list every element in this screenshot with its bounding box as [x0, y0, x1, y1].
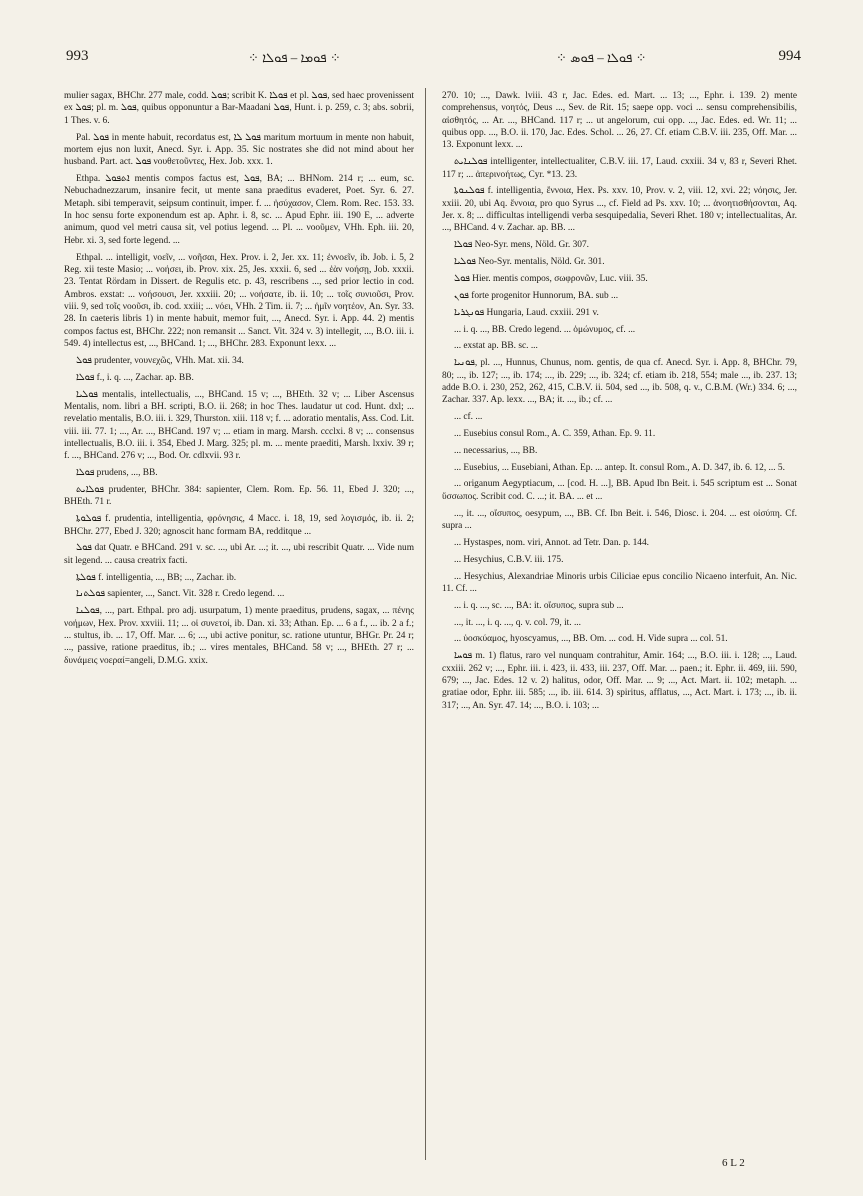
dictionary-entry: ܦܘܠܐ Neo-Syr. mens, Nöld. Gr. 307. — [454, 240, 589, 251]
dictionary-entry: ܦܘܠܘܬܐ f. prudentia, intelligentia, φρόνησις, 4 Macc. i. 18, 19, sed λογισμός, ib. ii. 2; BHChr. 277, Ebed J. 320; agnoscit hanc formam BA, redditque ... — [64, 514, 414, 537]
dictionary-entry: ... ὑοσκύαμος, hyoscyamus, ..., BB. Om. ... cod. H. Vide supra ... col. 51. — [454, 634, 728, 645]
dictionary-entry: ܦܘܠܬܢܐ sapienter, ..., Sanct. Vit. 328 r. Credo legend. ... — [76, 589, 285, 600]
dictionary-entry: ... i. q. ..., BB. Credo legend. ... ὁμώνυμος, cf. ... — [454, 324, 636, 335]
dictionary-entry: ܦܘܠ Hier. mentis compos, σωφρονῶν, Luc. viii. 35. — [454, 273, 648, 284]
dictionary-entry: ܦܘܚܐ m. 1) flatus, raro vel nunquam contrahitur, Amir. 164; ..., B.O. iii. i. 128; ..., Laud. cxxiii. 262 v; ..., Ephr. iii. i. 423, ii. 433, iii. 237, Off. Mar. ... paen.; it. Ephr. ii. 469, iii. 590, 679; ..., Jac. Edes. 12 v. 2) halitus, odor, Off. Mar. ... 9; ..., Act. Mart. ii. 102; metaph. ... gratiae odor, Ephr. iii. 585; ..., ib. iii. 614. 3) spiritus, afflatus, ..., Act. Mart. i. 173; ..., ib. ii. 317; ..., An. Syr. 47. 14; ..., B.O. i. 103; ... — [442, 651, 797, 711]
right-page-number: 994 — [778, 48, 801, 64]
dictionary-entry: Pal. ܦܘܠ in mente habuit, recordatus est, ܦܘܠ ܠܐ maritum mortuum in mente non habuit, mortem ejus non luxit, Anecd. Syr. i. App. 35. Sic nostrates she did not mind about her husband. Part. act. ܦܘܠ νουθετοῦντες, Hex. Job. xxx. 1. — [64, 132, 414, 168]
column-divider — [425, 88, 426, 1160]
right-column — [442, 90, 797, 1150]
dictionary-entry: ܦܘܠܝܐ Neo-Syr. mentalis, Nöld. Gr. 301. — [454, 257, 605, 268]
dictionary-entry: ܦܘܠܐ prudens, ..., BB. — [76, 468, 158, 479]
dictionary-entry: ... origanum Aegyptiacum, ... [cod. H. ...], BB. Apud Ibn Beit. i. 545 scriptum est ... Sonat ὕσσωπος. Scribit cod. C. ...; it. BA. ... et ... — [442, 479, 797, 502]
dictionary-entry: Ethpal. ... intelligit, νοεῖν, ... νοῆσαι, Hex. Prov. i. 2, Jer. xx. 11; ἐννοεῖν, ib. Job. i. 5, 2 Reg. xii teste Masio; ... νοήσει, ib. Prov. xix. 25, Jes. xxxii. 6, sed ... ἐὰν νοήσῃ, Job. xxxii. 23. Tentat Rördam in Dissert. de Regulis etc. p. 43, rescribens ..., sed prior lectio in cod. Ambros. exstat: ... νοήσουσι, Jer. xxxiii. 20; ... νοήσατε, ib. ii. 10; ... τοῖς συνιοῦσι, Prov. viii. 9, sed τοῖς νοοῦσι, ib. cod. xxiii; ... νόει, VHh. 2 Tim. ii. 7; ... ἡμῖν νοητέον, An. Syr. 33. 28. In caeteris libris 1) in mente habuit, memor fuit, ..., Anecd. Syr. i. App. 44. 2) mentis compos factus est, BHChr. 222; non remansit ... Sanct. Vit. 324 v. 3) intellegit, ..., B.O. iii. i. 549. 4) intellectus est, ..., BHCand. 1; ..., BHChr. 283. Exponunt lexx. ... — [64, 252, 414, 350]
page-header — [0, 0, 863, 70]
dictionary-entry: ... Hystaspes, nom. viri, Annot. ad Tetr. Dan. p. 144. — [454, 537, 649, 548]
dictionary-entry: 270. 10; ..., Dawk. lviii. 43 r, Jac. Edes. ed. Mart. ... 13; ..., Ephr. i. 139. 2) mente comprehensus, νοητός, Deus ..., Sev. de Rit. 15; saepe opp. voci ... sensu comprehensibilis, αἰσθητός, ... Ar. ..., BHCand. 117 r; ... ut angelorum, cui opp. ..., Jac. Edes. ed. Wr. 11; ... quibus opp. ..., B.O. ii. 170, Jac. Edes. Schol. ... 26, 27. Cf. etiam C.B.V. iii. 235, Off. Mar. ... 13. Exponunt lexx. ... — [442, 91, 797, 151]
dictionary-entry: ܦܘܠ dat Quatr. e BHCand. 291 v. sc. ..., ubi Ar. ...; it. ..., ubi rescribit Quatr. ... Vide num sit legend. ... causa creatrix facti. — [64, 543, 414, 566]
right-running-head: ⁘ ܦܘܠܐ – ܦܘܣ ⁘ — [556, 50, 647, 65]
left-page-number: 993 — [66, 48, 89, 64]
dictionary-entry: ... exstat ap. BB. sc. ... — [454, 341, 538, 352]
dictionary-entry: ܦܘܠܬܐ f. intelligentia, ..., BB; ..., Zachar. ib. — [76, 572, 237, 583]
dictionary-entry: ... Hesychius, C.B.V. iii. 175. — [454, 554, 564, 565]
signature-mark: 6 L 2 — [722, 1157, 745, 1169]
dictionary-entry: ܦܘܠܢܐܝܬ intelligenter, intellectualiter, C.B.V. iii. 17, Laud. cxxiii. 34 v, 83 r, Severi Rhet. 117 r; ... ἀπερινοήτως, Cyr. *13. 23. — [442, 157, 797, 180]
dictionary-entry: ܦܘܠܢܐ, ..., part. Ethpal. pro adj. usurpatum, 1) mente praeditus, prudens, sagax, ... πένης νοήμων, Hex. Prov. xxviii. 11; ... οἱ συνετοί, ib. Dan. xi. 33; Athan. Ep. ... 6 a f., ... ib. 2 a f.; ... stultus, ib. ... 17, Off. Mar. ... 6; ..., ubi active ponitur, sc. ratione utuntur, BHGr. Pr. 24 r; ..., passive, ratione praeditus, ib.; ... vires mentales, BHCand. 58 v; ..., BHEth. 27 r; ... δυνάμεις νοεραί=angeli, D.M.G. xxix. — [64, 606, 414, 666]
dictionary-entry: ܦܘܠܝܐ mentalis, intellectualis, ..., BHCand. 15 v; ..., BHEth. 32 v; ... Liber Ascensus Mentalis, nom. libri a BH. scripti, B.O. ii. 268; in hoc Thes. laudatur ut cod. Hunt. dxl; ... revelatio mentalis, B.O. iii. i. 329, Thurston. xiii. 118 v; f. ... adoratio mentalis, Ass. Cod. Lit. viii. iii. 77. 1; ..., Ar. ..., BHCand. 197 v; ... etiam in marg. Marsh. ccclxi. 8 v; ... consensus intellectualis, B.O. iii. i. 354, Ebed J. Marg. 325; pl. m. ... mente praediti, Marsh. lxxiv. 39 r; f. ..., BHCand. 276 v; ..., Bod. Or. cdlxvii. 93 r. — [64, 389, 414, 462]
dictionary-entry: ܦܘܢܓܪܝܐ Hungaria, Laud. cxxiii. 291 v. — [454, 307, 599, 318]
dictionary-entry: ... Eusebius consul Rom., A. C. 359, Athan. Ep. 9. 11. — [454, 428, 656, 439]
dictionary-entry: ... i. q. ..., sc. ..., BA: it. οἴσυπος, supra sub ... — [454, 600, 624, 611]
dictionary-entry: ܦܘܢ forte progenitor Hunnorum, BA. sub ... — [454, 290, 619, 301]
dictionary-entry: ܦܘܠܐܝܬ prudenter, BHChr. 384: sapienter, Clem. Rom. Ep. 56. 11, Ebed J. 320; ..., BHEth. 71 r. — [64, 484, 414, 508]
dictionary-entry: ... Hesychius, Alexandriae Minoris urbis Ciliciae epus concilio Nicaeno interfuit, An. Nic. 11. Cf. ... — [442, 571, 797, 594]
dictionary-entry: ܦܘܠܢܘܬܐ f. intelligentia, ἔννοια, Hex. Ps. xxv. 10, Prov. v. 2, viii. 12, xvi. 22; νόησις, Jer. xxiii. 20, ubi Aq. ἔννοια, pro quo Syrus ..., cf. Field ad Ps. xxv. 10; ... ἀνοητισθήσονται, Aq. Jer. x. 8; ... difficultas intelligendi verba sesquipedalia, Severi Rhet. 180 v; intellectualitas, Ar. ..., BHCand. 4 v. Zachar. ap. BB. ... — [442, 186, 797, 234]
dictionary-entry: mulier sagax, BHChr. 277 male, codd. ܦܘܠ; scribit K. ܦܘܠܐ et pl. ܦܘܠ, sed haec provenissent ex ܦܘܠ; pl. m. ܦܘܠ, quibus opponuntur a Bar-Maadani ܦܘܠ, Hunt. i. p. 259, c. 3; abs. sobrii, 1 Thes. v. 6. — [64, 91, 414, 126]
dictionary-entry: ..., it. ..., i. q. ..., q. v. col. 79, it. ... — [454, 617, 581, 628]
dictionary-entry: Ethpa. ܐܬܦܘܠ mentis compos factus est, ܦܘܠ, BA; ... BHNom. 214 r; ... eum, sc. Nebuchadnezzarum, insanire fecit, ut mente sana praeditus evaderet, Poet. Syr. 6. 27. Metaph. sibi temperavit, seipsum continuit, imper. f. ... ἠσύχασον, Clem. Rom. Rec. 153. 33. In hoc sensu forte exponendum est ap. Aphr. i. 8, sc. ... Apud Ephr. iii. 190 E, ... adverte animum, quod vel metri causa sit, vel potius legend. ... Pl. ... νοοῦμεν, VHh. Eph. iii. 20, Hebr. xi. 3, sed forte legend. ... — [64, 174, 414, 246]
dictionary-entry: ܦܘܢܝܐ, pl. ..., Hunnus, Chunus, nom. gentis, de qua cf. Anecd. Syr. i. App. 8, BHChr. 79, 80; ..., ib. 127; ..., ib. 174; ..., ib. 229; ..., ib. 324; cf. etiam ib. 218, 554; male ..., ib. 237. 13; adde B.O. i. 230, 252, 262, 415, C.B.V. ii. 504, sed ..., ib. 508, q. v., C.B.M. (Wr.) 334. 6; ..., Zachar. 337. Ap. lexx. ..., BA; it. ..., ib.; cf. ... — [442, 358, 797, 406]
dictionary-entry: ܦܘܠܐ f., i. q. ..., Zachar. ap. BB. — [76, 372, 194, 383]
dictionary-entry: ... necessarius, ..., BB. — [454, 445, 538, 456]
dictionary-entry: ..., it. ..., οἴσυπος, oesypum, ..., BB. Cf. Ibn Beit. i. 546, Diosc. i. 204. ... est οἰσύπη. Cf. supra ... — [442, 508, 797, 531]
dictionary-entry: ... cf. ... — [454, 412, 483, 423]
dictionary-entry: ܦܘܠ prudenter, νουνεχῶς, VHh. Mat. xii. 34. — [76, 355, 244, 366]
left-running-head: ⁘ ܦܘܡܐ – ܦܘܠܐ ⁘ — [248, 50, 341, 65]
dictionary-entry: ... Eusebius, ... Eusebiani, Athan. Ep. ... antep. It. consul Rom., A. D. 347, ib. 6. 12, ... 5. — [454, 462, 785, 473]
left-column — [64, 90, 414, 1150]
